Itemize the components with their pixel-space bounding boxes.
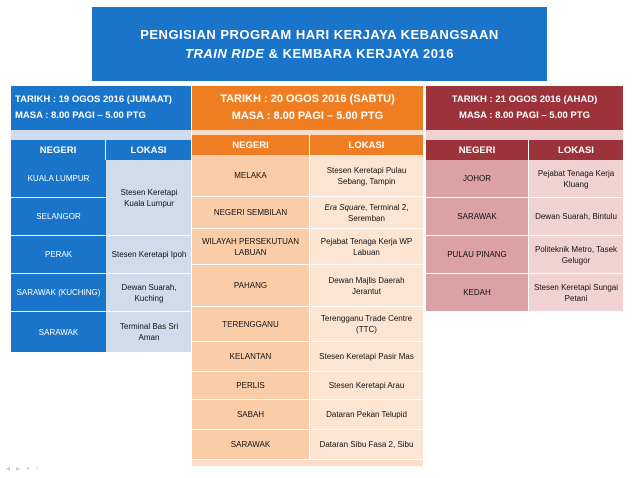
lokasi-cell: Stesen Keretapi Kuala Lumpur xyxy=(107,160,191,236)
negeri-cell: SELANGOR xyxy=(11,198,106,236)
negeri-cell: SARAWAK (KUCHING) xyxy=(11,274,106,312)
negeri-cell: NEGERI SEMBILAN xyxy=(192,197,310,228)
schedule-day-2 xyxy=(192,86,423,466)
lokasi-cell: Stesen Keretapi Arau xyxy=(310,372,423,399)
lokasi-cell: Politeknik Metro, Tasek Gelugor xyxy=(529,236,623,273)
table-row xyxy=(192,400,423,430)
slide-controls-icon: ◂ ▸ ▪ ▫ xyxy=(6,464,41,473)
day-2-column-headers xyxy=(192,135,423,155)
negeri-cell: KELANTAN xyxy=(192,342,310,371)
title-line-2 xyxy=(92,44,547,63)
title-line-1: PENGISIAN PROGRAM HARI KERJAYA KEBANGSAAN xyxy=(140,27,499,42)
negeri-cell: PAHANG xyxy=(192,265,310,306)
lokasi-cell: Stesen Keretapi Pulau Sebang, Tampin xyxy=(310,155,423,196)
negeri-cell: WILAYAH PERSEKUTUAN LABUAN xyxy=(192,229,310,264)
day-1-date: TARIKH : 19 OGOS 2016 (JUMAAT) xyxy=(15,94,172,105)
day-2-time: MASA : 8.00 PAGI – 5.00 PTG xyxy=(231,110,384,122)
table-row xyxy=(192,430,423,460)
negeri-cell: SARAWAK xyxy=(11,312,106,352)
negeri-header: NEGERI xyxy=(192,135,310,155)
negeri-cell: KUALA LUMPUR xyxy=(11,160,106,198)
day-3-rows xyxy=(426,160,623,312)
negeri-cell: TERENGGANU xyxy=(192,307,310,341)
lokasi-cell: Terengganu Trade Centre (TTC) xyxy=(310,307,423,341)
day-1-header xyxy=(11,86,191,130)
day-3-column-headers xyxy=(426,140,623,160)
lokasi-cell: Pejabat Tenaga Kerja Kluang xyxy=(529,160,623,197)
schedule-day-3 xyxy=(426,86,623,311)
lokasi-cell: Dewan Suarah, Bintulu xyxy=(529,198,623,235)
lokasi-header: LOKASI xyxy=(130,144,167,156)
lokasi-cell: Dataran Sibu Fasa 2, Sibu xyxy=(310,430,423,459)
negeri-header: NEGERI xyxy=(426,140,529,160)
title-line-2-rest: & KEMBARA KERJAYA 2016 xyxy=(264,46,454,61)
table-row xyxy=(192,372,423,400)
lokasi-italic: Era Square xyxy=(324,202,366,212)
lokasi-header: LOKASI xyxy=(558,144,594,156)
negeri-cell: PULAU PINANG xyxy=(426,236,529,273)
table-row xyxy=(192,229,423,265)
day-2-date: TARIKH : 20 OGOS 2016 (SABTU) xyxy=(220,93,395,105)
lokasi-cell xyxy=(310,197,423,228)
table-row xyxy=(426,236,623,274)
title-train-ride: TRAIN RIDE xyxy=(185,46,265,61)
negeri-cell: JOHOR xyxy=(426,160,529,197)
day-3-time: MASA : 8.00 PAGI – 5.00 PTG xyxy=(459,110,590,121)
lokasi-cell: Stesen Keretapi Ipoh xyxy=(107,236,191,274)
table-row xyxy=(426,274,623,312)
day-3-date: TARIKH : 21 OGOS 2016 (AHAD) xyxy=(451,94,598,105)
table-row xyxy=(192,342,423,372)
lokasi-cell: Pejabat Tenaga Kerja WP Labuan xyxy=(310,229,423,264)
lokasi-cell: Dewan Suarah, Kuching xyxy=(107,274,191,312)
negeri-cell: MELAKA xyxy=(192,155,310,196)
table-row xyxy=(192,265,423,307)
lokasi-cell: Terminal Bas Sri Aman xyxy=(107,312,191,352)
lokasi-cell: Dataran Pekan Telupid xyxy=(310,400,423,429)
negeri-cell: PERLIS xyxy=(192,372,310,399)
negeri-cell: SABAH xyxy=(192,400,310,429)
table-row xyxy=(192,197,423,229)
negeri-cell: SARAWAK xyxy=(192,430,310,459)
day-1-column-headers xyxy=(11,140,191,160)
negeri-cell: PERAK xyxy=(11,236,106,274)
day-3-header xyxy=(426,86,623,130)
lokasi-rest: , Terminal 2, Seremban xyxy=(348,202,409,223)
negeri-cell: SARAWAK xyxy=(426,198,529,235)
lokasi-cell: Stesen Keretapi Pasir Mas xyxy=(310,342,423,371)
negeri-cell: KEDAH xyxy=(426,274,529,311)
day-2-header xyxy=(192,86,423,130)
table-row xyxy=(192,307,423,342)
day-1-time: MASA : 8.00 PAGI – 5.00 PTG xyxy=(15,110,146,121)
table-row xyxy=(426,198,623,236)
negeri-header: NEGERI xyxy=(11,140,106,160)
lokasi-cell: Dewan Majlis Daerah Jerantut xyxy=(310,265,423,306)
lokasi-cell: Stesen Keretapi Sungai Petani xyxy=(529,274,623,311)
table-row xyxy=(192,155,423,197)
day-1-table-body xyxy=(11,160,191,352)
lokasi-header: LOKASI xyxy=(348,139,385,151)
table-row xyxy=(426,160,623,198)
page-title xyxy=(92,7,547,81)
day-2-rows xyxy=(192,155,423,460)
